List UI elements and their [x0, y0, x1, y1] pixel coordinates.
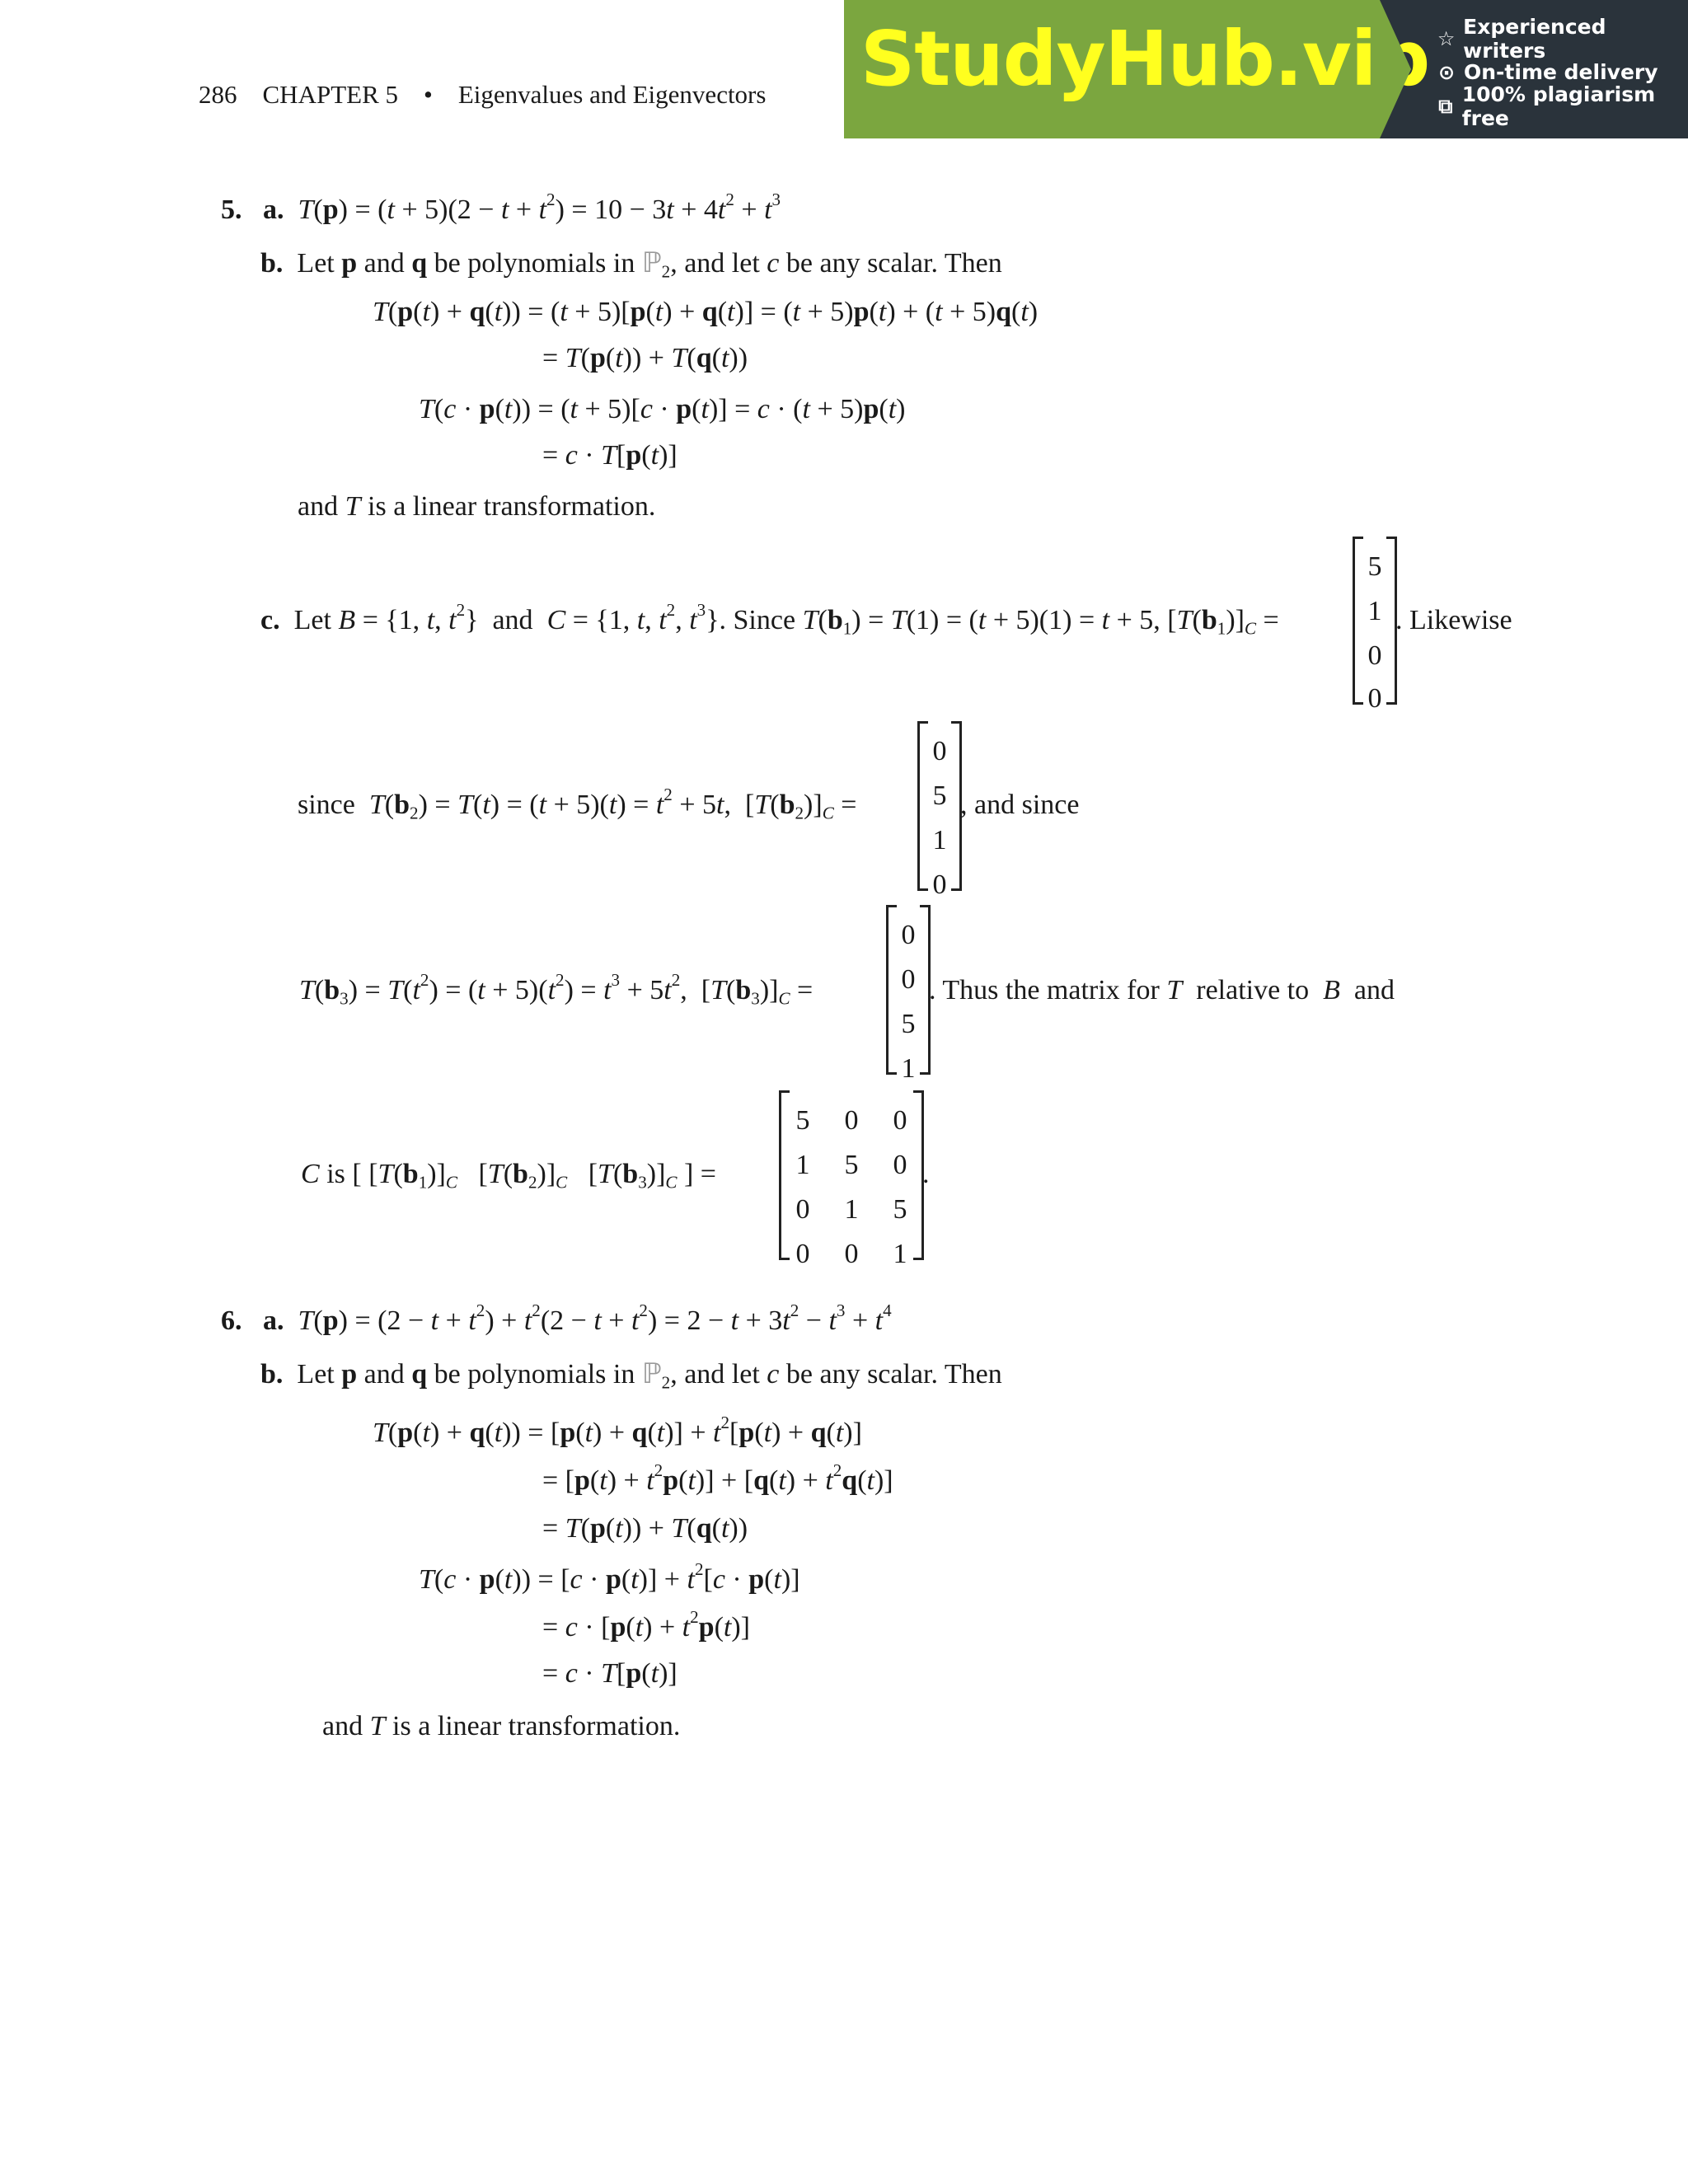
matrix-entry: 1 — [1367, 596, 1382, 626]
equation-line: T(c · p(t)) = (t + 5)[c · p(t)] = c · (t + 5)p(t) — [419, 394, 906, 424]
conclusion-text: and T is a linear transformation. — [322, 1711, 681, 1741]
problem-5-part-b-intro — [260, 246, 1002, 282]
matrix-entry: 1 — [893, 1239, 907, 1269]
part-label: c. — [260, 605, 280, 635]
matrix-entry: 5 — [901, 1009, 916, 1039]
likewise-text: . Likewise — [1395, 605, 1512, 635]
matrix-entry: 0 — [893, 1150, 907, 1180]
part-label: b. — [260, 248, 284, 279]
equation-line: $T(p(t) + q(t)) = [p(t) + q(t)] + t^2[p(t) + q(t)]$ — [373, 1413, 862, 1448]
matrix-entry: 0 — [795, 1194, 810, 1225]
matrix-entry: 0 — [901, 920, 916, 950]
matrix-T-BC — [779, 1090, 924, 1269]
matrix-entry: 0 — [844, 1239, 859, 1269]
header-bullet: • — [424, 80, 433, 109]
matrix-entry: 0 — [844, 1105, 859, 1136]
equation-line: = c · T[p(t)] — [542, 1658, 678, 1689]
problem-6-part-b-intro — [260, 1357, 1002, 1393]
brand-panel[interactable] — [844, 0, 1430, 138]
matrix-entry: 5 — [844, 1150, 859, 1180]
star-icon: ☆ — [1437, 26, 1456, 50]
matrix-entry: 1 — [901, 1053, 916, 1084]
matrix-entry: 0 — [1367, 683, 1382, 714]
equation: $T(p) = (t + 5)(2 - t + t^2) = 10 - 3t + 4t^2 + t^3$ — [298, 190, 781, 225]
equation: Let B = {1, t, $t^2$} and C = {1, t, $t^2$, $t^3$}. Since $T(b_1) = T(1) = (t + 5)(1) = t + 5$, $[T(b_1)]_C$ = — [293, 600, 1279, 639]
equation-line: = T(p(t)) + T(q(t)) — [542, 343, 748, 373]
matrix-entry: 5 — [795, 1105, 810, 1136]
matrix-entry: 5 — [932, 780, 947, 811]
thus-text: . Thus the matrix for T relative to B and — [929, 975, 1395, 1005]
brand-logo[interactable]: StudyHub.vip — [860, 15, 1430, 103]
feature-label: 100% plagiarism free — [1461, 82, 1656, 130]
feature-label: On-time delivery — [1464, 60, 1658, 84]
matrix-entry: 1 — [932, 825, 947, 855]
matrix-entry: 0 — [795, 1239, 810, 1269]
matrix-b1 — [1353, 537, 1397, 714]
equation: $T(p) = (2 - t + t^2) + t^2(2 - t + t^2) = 2 - t + 3t^2 - t^3 + t^4$ — [298, 1301, 892, 1336]
matrix-entry: 0 — [901, 964, 916, 995]
equation-line: since $T(b_2) = T(t) = (t + 5)(t) = t^2 + 5t$, $[T(b_2)]_C$ = — [298, 785, 857, 823]
running-header — [199, 80, 766, 110]
feature-item — [1436, 14, 1688, 63]
part-label: a. — [263, 194, 284, 225]
studyhub-banner[interactable] — [844, 0, 1688, 138]
chapter-label: CHAPTER 5 — [262, 80, 398, 109]
feature-label: Experienced writers — [1463, 14, 1606, 63]
matrix-entry: 5 — [893, 1194, 907, 1225]
equation-line: $T(c \cdot p(t)) = [c \cdot p(t)] + t^2[c \cdot p(t)]$ — [419, 1559, 800, 1595]
period: . — [922, 1159, 930, 1189]
problem-number: 6. — [221, 1305, 242, 1336]
copy-icon: ⧉ — [1438, 94, 1453, 118]
page-number: 286 — [199, 80, 237, 109]
equation-line: C is [ $[T(b_1)]_C$ $[T(b_2)]_C$ $[T(b_3)]_C$ ] = — [301, 1159, 716, 1193]
matrix-entry: 0 — [893, 1105, 907, 1136]
equation-line: = T(p(t)) + T(q(t)) — [542, 1513, 748, 1544]
feature-item — [1436, 82, 1688, 130]
intro-text: Let p and q be polynomials in ℙ$_2$, and let c be any scalar. Then — [297, 1357, 1002, 1393]
matrix-entry: 5 — [1367, 551, 1382, 582]
clock-icon: ⊙ — [1437, 60, 1456, 84]
problem-5-part-a — [221, 190, 781, 225]
matrix-b3 — [886, 905, 931, 1084]
intro-text: Let p and q be polynomials in ℙ$_2$, and let c be any scalar. Then — [297, 246, 1002, 282]
matrix-entry: 1 — [795, 1150, 810, 1180]
equation-line: = $c \cdot [p(t) + t^2p(t)]$ — [542, 1607, 750, 1643]
problem-5-part-c-line-1 — [260, 600, 1279, 639]
and-since-text: , and since — [960, 790, 1080, 820]
conclusion-text: and T is a linear transformation. — [298, 491, 656, 522]
problem-number: 5. — [221, 194, 242, 225]
equation-line: $T(b_3) = T(t^2) = (t + 5)(t^2) = t^3 + 5t^2$, $[T(b_3)]_C$ = — [299, 970, 814, 1009]
matrix-entry: 0 — [1367, 640, 1382, 671]
problem-6-part-a — [221, 1301, 892, 1336]
equation-line: T(p(t) + q(t)) = (t + 5)[p(t) + q(t)] = (t + 5)p(t) + (t + 5)q(t) — [373, 297, 1039, 327]
matrix-entry: 0 — [932, 869, 947, 900]
matrix-entry: 0 — [932, 736, 947, 766]
chapter-title: Eigenvalues and Eigenvectors — [457, 80, 767, 109]
equation-line: = c · T[p(t)] — [542, 440, 678, 471]
matrix-b2 — [917, 721, 962, 900]
brand-arrow-shape — [1380, 0, 1411, 138]
matrix-entry: 1 — [844, 1194, 859, 1225]
part-label: a. — [263, 1305, 284, 1336]
part-label: b. — [260, 1359, 284, 1390]
equation-line: = $[p(t) + t^2p(t)] + [q(t) + t^2q(t)]$ — [542, 1460, 893, 1496]
